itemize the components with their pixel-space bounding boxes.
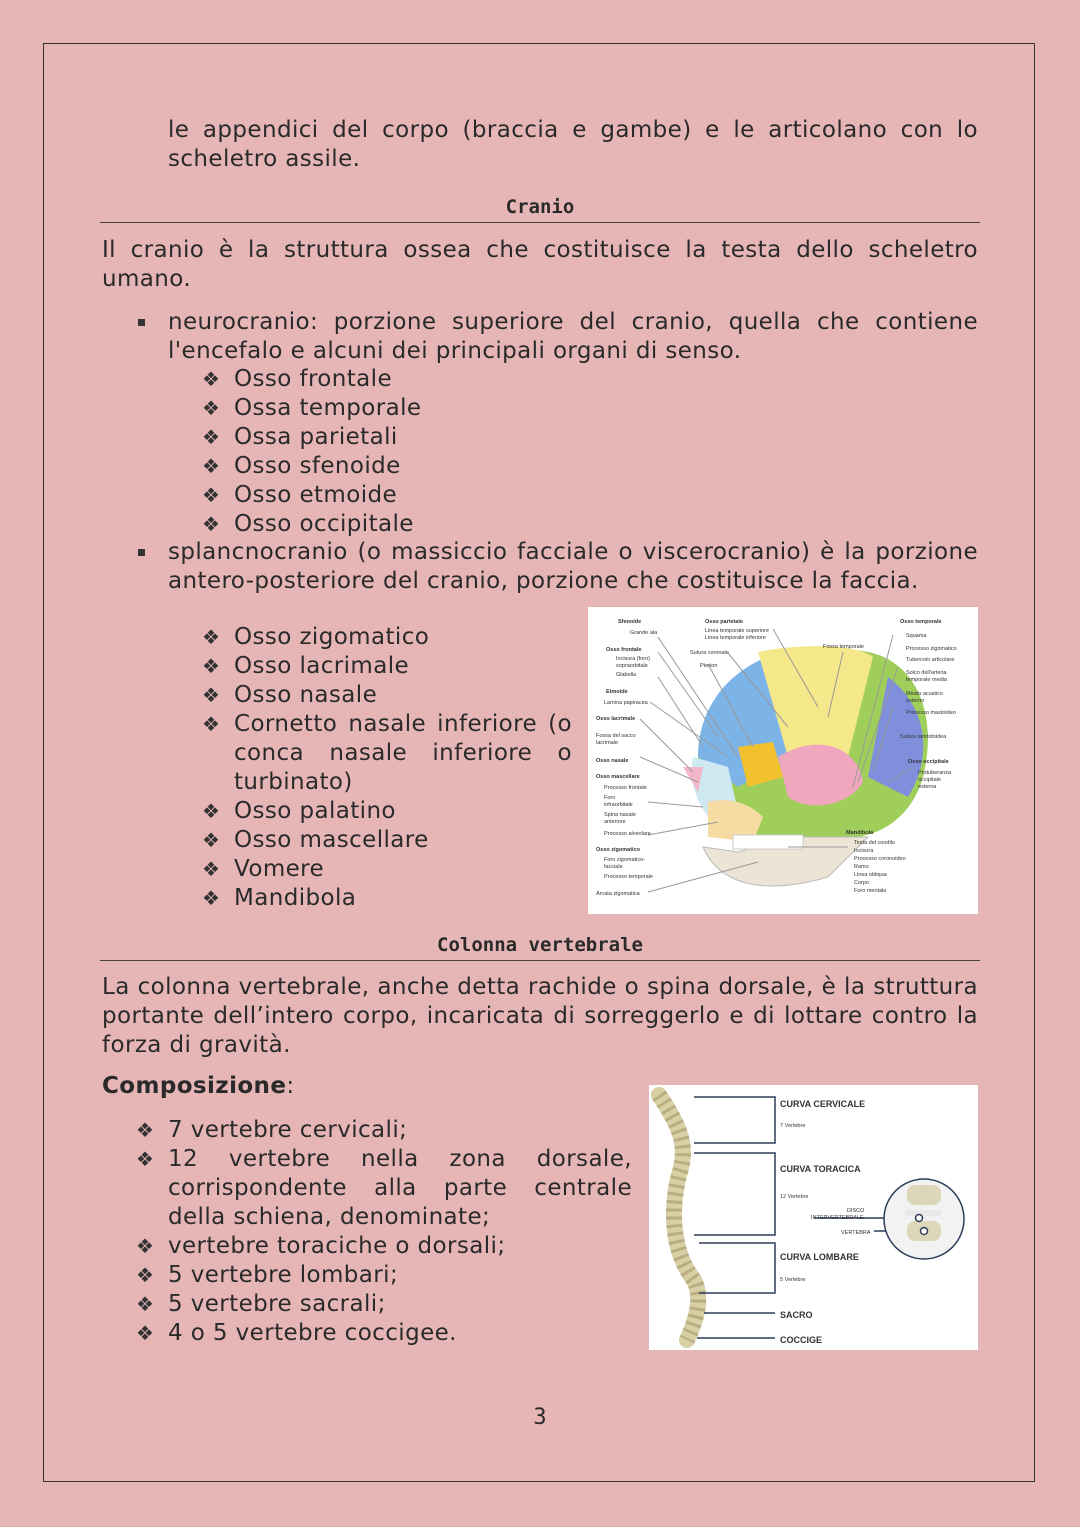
skull-illustration [588,607,978,914]
list-item: ❖ vertebre toraciche o dorsali; [136,1232,632,1261]
list-item: ❖ Cornetto nasale inferiore (o conca nasale inferiore o turbinato) [202,710,572,797]
skull-label: Pterion [700,663,718,669]
list-item: ❖ 4 o 5 vertebre coccigee. [136,1319,632,1348]
skull-label: sopraorbitale [616,663,648,669]
skull-figure [588,607,978,914]
skull-label: Meato acustico [906,691,943,697]
skull-label: Spina nasale [604,812,636,818]
colonna-heading: Colonna vertebrale [437,934,643,956]
skull-label: Incisura [854,848,874,854]
neurocranio-bones-list [202,365,602,539]
skull-label: Foro [604,795,616,801]
splancnocranio-item: splancnocranio (o massiccio facciale o viscerocranio) è la porzione antero-posteriore del cranio, porzione che costituisce la faccia. [168,539,978,594]
skull-label: Sutura coronale [690,650,729,656]
list-item: ❖ Osso nasale [202,681,572,710]
skull-label: Testa del condilo [854,840,895,846]
list-item: ❖ Osso mascellare [202,826,572,855]
skull-label: Linea temporale inferiore [705,635,766,641]
cranio-rule [100,222,980,223]
splancnocranio-bones-list [202,623,572,913]
skull-label: Glabella [616,672,637,678]
neurocranio-item: neurocranio: porzione superiore del cranio, quella che contiene l'encefalo e alcuni dei principali organi di senso. [168,309,978,364]
skull-label: Processo temporale [604,874,653,880]
skull-label: anteriore [604,819,626,825]
list-item: ❖ Vomere [202,855,572,884]
spine-figure [649,1085,978,1350]
skull-label: infraorbitale [604,802,633,808]
list-item: ❖ 5 vertebre lombari; [136,1261,632,1290]
skull-label: Corpo [854,880,869,886]
skull-label: Osso mascellare [596,774,640,780]
skull-label: Fossa temporale [823,644,864,650]
list-item: ❖ Osso sfenoide [202,452,602,481]
spine-label: CURVA LOMBARE [780,1252,859,1262]
skull-label: Ramo [854,864,869,870]
spine-label: CURVA CERVICALE [780,1099,866,1109]
spine-label: CURVA TORACICA [780,1164,861,1174]
cranio-heading: Cranio [505,196,575,218]
skull-label: Grande ala [630,630,658,636]
skull-label: Processo coronoideo [854,856,906,862]
skull-label: Osso temporale [900,619,942,625]
spine-sublabel: 12 Vertebre [780,1194,809,1200]
skull-label: Osso frontale [606,647,642,653]
spine-sublabel: VERTEBRA [841,1230,871,1236]
skull-label: Linea obliqua [854,872,887,878]
composizione-colon: : [286,1073,295,1099]
skull-label: Incisura (foro) [616,656,650,662]
skull-label: Foro zigomatico- [604,857,645,863]
list-item: ❖ Osso lacrimale [202,652,572,681]
skull-label: Sfenoide [618,619,642,625]
composition-list [136,1116,632,1348]
list-item: ❖ Osso etmoide [202,481,602,510]
skull-label: Osso occipitale [908,759,949,765]
skull-label: Solco dell'arteria [906,670,947,676]
page-number: 3 [533,1405,547,1430]
list-item: ❖ Mandibola [202,884,572,913]
skull-label: Mandibola [846,830,874,836]
skull-label: occipitale [918,777,941,783]
skull-label: Osso lacrimale [596,716,636,722]
skull-label: Osso parietale [705,619,743,625]
spine-label: SACRO [780,1310,813,1320]
skull-label: Fossa del sacco [596,733,636,739]
list-item: ❖ 12 vertebre nella zona dorsale, corrispondente alla parte centrale della schiena, denominate; [136,1145,632,1232]
skull-label: Processo frontale [604,785,647,791]
skull-label: esterna [918,784,937,790]
skull-label: Processo alveolare [604,831,651,837]
skull-label: Sutura lambdoidea [900,734,947,740]
spine-sublabel: 7 Vertebre [780,1123,806,1129]
colonna-rule [100,960,980,961]
list-item: ❖ Osso occipitale [202,510,602,539]
skull-label: Protuberanza [918,770,952,776]
spine-sublabel: DISCO [847,1208,865,1214]
spine-label: COCCIGE [780,1335,823,1345]
skull-label: Processo zigomatico [906,646,957,652]
spine-illustration [649,1085,978,1350]
skull-label: Foro mentale [854,888,887,894]
list-item: ❖ 7 vertebre cervicali; [136,1116,632,1145]
skull-label: Lamina papiracea [604,700,648,706]
list-item: ❖ Ossa parietali [202,423,602,452]
skull-label: Osso nasale [596,758,629,764]
skull-label: Linea temporale superiore [705,628,769,634]
skull-label: esterno [906,698,925,704]
skull-label: Processo mastoideo [906,710,956,716]
skull-label: Arcata zigomatica [596,891,640,897]
list-item: ❖ Osso palatino [202,797,572,826]
list-item: ❖ Osso frontale [202,365,602,394]
cranio-definition: Il cranio è la struttura ossea che costituisce la testa dello scheletro umano. [102,237,978,292]
list-item: ❖ Ossa temporale [202,394,602,423]
intro-paragraph: le appendici del corpo (braccia e gambe) e le articolano con lo scheletro assile. [168,117,978,172]
composizione-label [102,1072,402,1101]
skull-label: facciale [604,864,623,870]
list-item: ❖ Osso zigomatico [202,623,572,652]
skull-label: Squama [906,633,927,639]
skull-label: Osso zigomatico [596,847,641,853]
skull-label: Etmoide [606,689,628,695]
skull-label: temporale media [906,677,947,683]
composizione-label-text: Composizione [102,1073,287,1099]
skull-label: Tubercolo articolare [906,657,955,663]
spine-sublabel: INTERVERTEBRALE [811,1215,864,1221]
skull-label: lacrimale [596,740,619,746]
spine-sublabel: 5 Vertebre [780,1277,806,1283]
colonna-definition: La colonna vertebrale, anche detta rachide o spina dorsale, è la struttura portante dell’intero corpo, incaricata di sorreggerlo e di lottare contro la forza di gravità. [102,974,978,1058]
list-item: ❖ 5 vertebre sacrali; [136,1290,632,1319]
